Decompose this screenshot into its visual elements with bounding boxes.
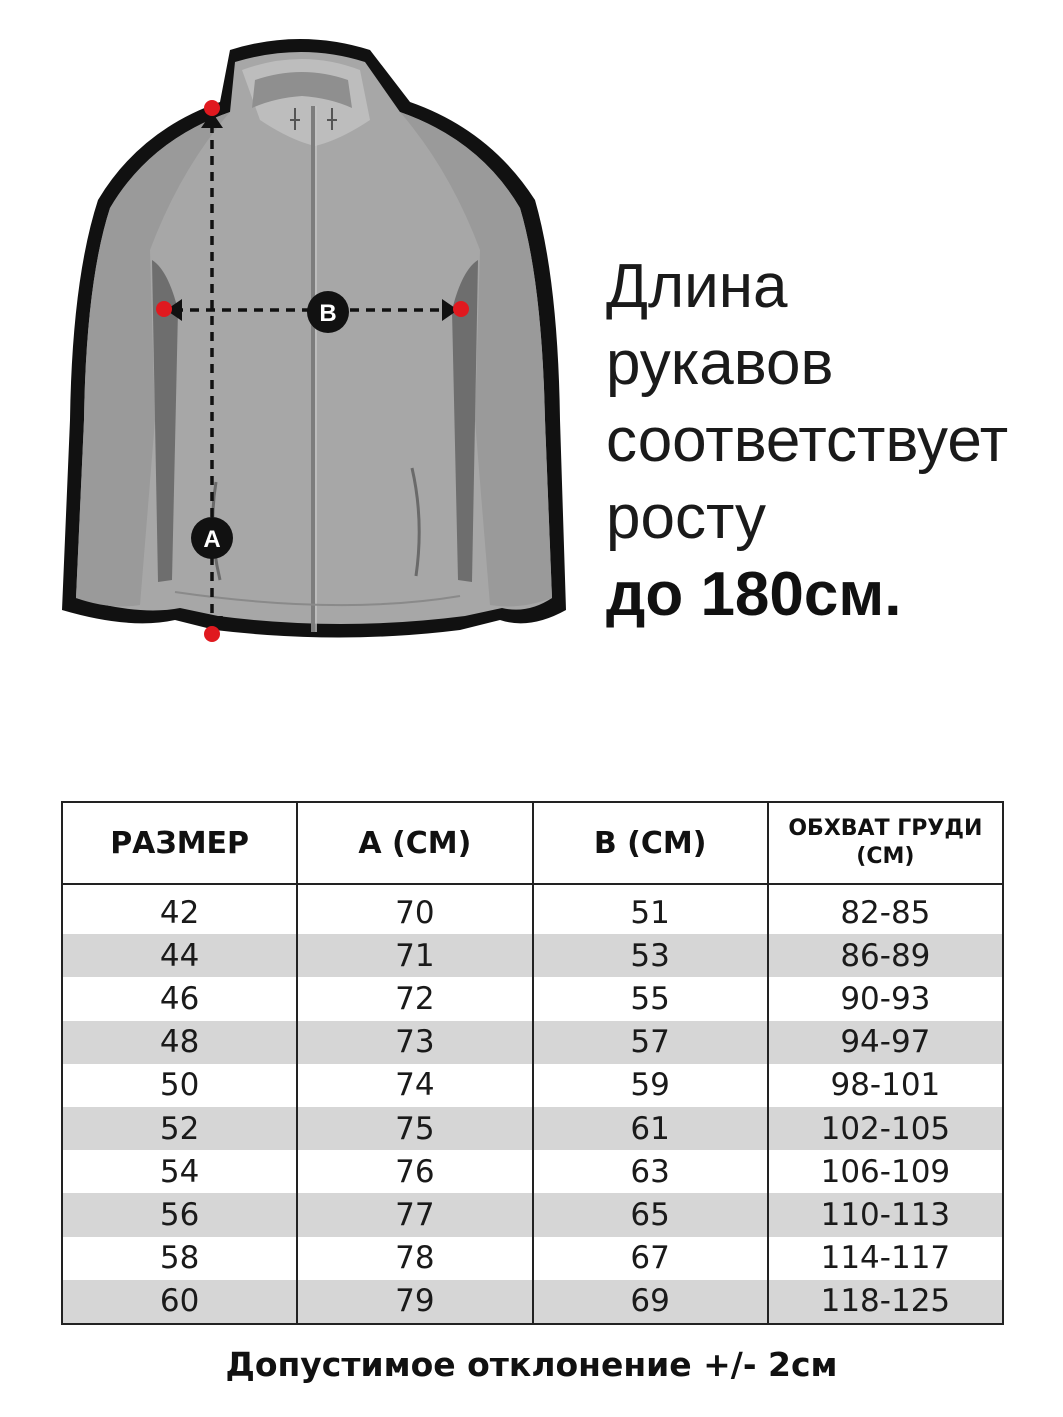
cell-b: 65 (533, 1193, 768, 1236)
table-row (62, 1280, 1003, 1324)
cell-a: 72 (297, 977, 532, 1020)
measure-a-top-marker (204, 100, 220, 116)
cell-b: 67 (533, 1237, 768, 1280)
cell-a: 71 (297, 934, 532, 977)
cell-a: 76 (297, 1150, 532, 1193)
table-row (62, 1237, 1003, 1280)
cell-b: 59 (533, 1064, 768, 1107)
cell-a: 78 (297, 1237, 532, 1280)
cell-a: 77 (297, 1193, 532, 1236)
cell-a: 73 (297, 1021, 532, 1064)
table-row (62, 1021, 1003, 1064)
size-chart-table (61, 801, 1004, 1325)
cell-b: 57 (533, 1021, 768, 1064)
cell-a: 75 (297, 1107, 532, 1150)
cell-chest: 94-97 (768, 1021, 1003, 1064)
cell-b: 53 (533, 934, 768, 977)
cell-b: 69 (533, 1280, 768, 1324)
measure-a-bottom-marker (204, 626, 220, 642)
cell-chest: 86-89 (768, 934, 1003, 977)
cell-size: 54 (62, 1150, 297, 1193)
header-size: РАЗМЕР (62, 802, 297, 884)
cell-chest: 90-93 (768, 977, 1003, 1020)
jacket-illustration (40, 20, 600, 700)
table-header-row (62, 802, 1003, 884)
sleeve-note-emphasis: до 180см. (606, 560, 902, 629)
sleeve-note-line: соответствует (606, 406, 1009, 475)
sleeve-length-note (606, 248, 1046, 633)
sleeve-note-line: рукавов (606, 329, 834, 398)
table-row (62, 1107, 1003, 1150)
table-row (62, 934, 1003, 977)
cell-a: 70 (297, 884, 532, 934)
label-b: B (319, 300, 337, 327)
cell-b: 61 (533, 1107, 768, 1150)
cell-b: 63 (533, 1150, 768, 1193)
table-row (62, 884, 1003, 934)
tolerance-note: Допустимое отклонение +/- 2см (225, 1345, 838, 1384)
cell-chest: 110-113 (768, 1193, 1003, 1236)
cell-chest: 82-85 (768, 884, 1003, 934)
cell-size: 48 (62, 1021, 297, 1064)
sleeve-note-line: росту (606, 483, 767, 552)
cell-size: 52 (62, 1107, 297, 1150)
cell-a: 74 (297, 1064, 532, 1107)
label-a: A (203, 526, 221, 553)
measure-b-right-marker (453, 301, 469, 317)
cell-size: 44 (62, 934, 297, 977)
table-row (62, 1150, 1003, 1193)
header-chest: ОБХВАТ ГРУДИ (СМ) (768, 802, 1003, 884)
cell-size: 56 (62, 1193, 297, 1236)
cell-chest: 106-109 (768, 1150, 1003, 1193)
cell-b: 55 (533, 977, 768, 1020)
cell-size: 46 (62, 977, 297, 1020)
cell-size: 58 (62, 1237, 297, 1280)
cell-b: 51 (533, 884, 768, 934)
table-row (62, 1064, 1003, 1107)
cell-size: 50 (62, 1064, 297, 1107)
measure-b-left-marker (156, 301, 172, 317)
table-row (62, 1193, 1003, 1236)
header-b: В (СМ) (533, 802, 768, 884)
cell-chest: 114-117 (768, 1237, 1003, 1280)
cell-chest: 98-101 (768, 1064, 1003, 1107)
table-row (62, 977, 1003, 1020)
cell-size: 60 (62, 1280, 297, 1324)
sleeve-note-line: Длина (606, 252, 788, 321)
cell-chest: 102-105 (768, 1107, 1003, 1150)
header-a: А (СМ) (297, 802, 532, 884)
cell-size: 42 (62, 884, 297, 934)
cell-a: 79 (297, 1280, 532, 1324)
cell-chest: 118-125 (768, 1280, 1003, 1324)
